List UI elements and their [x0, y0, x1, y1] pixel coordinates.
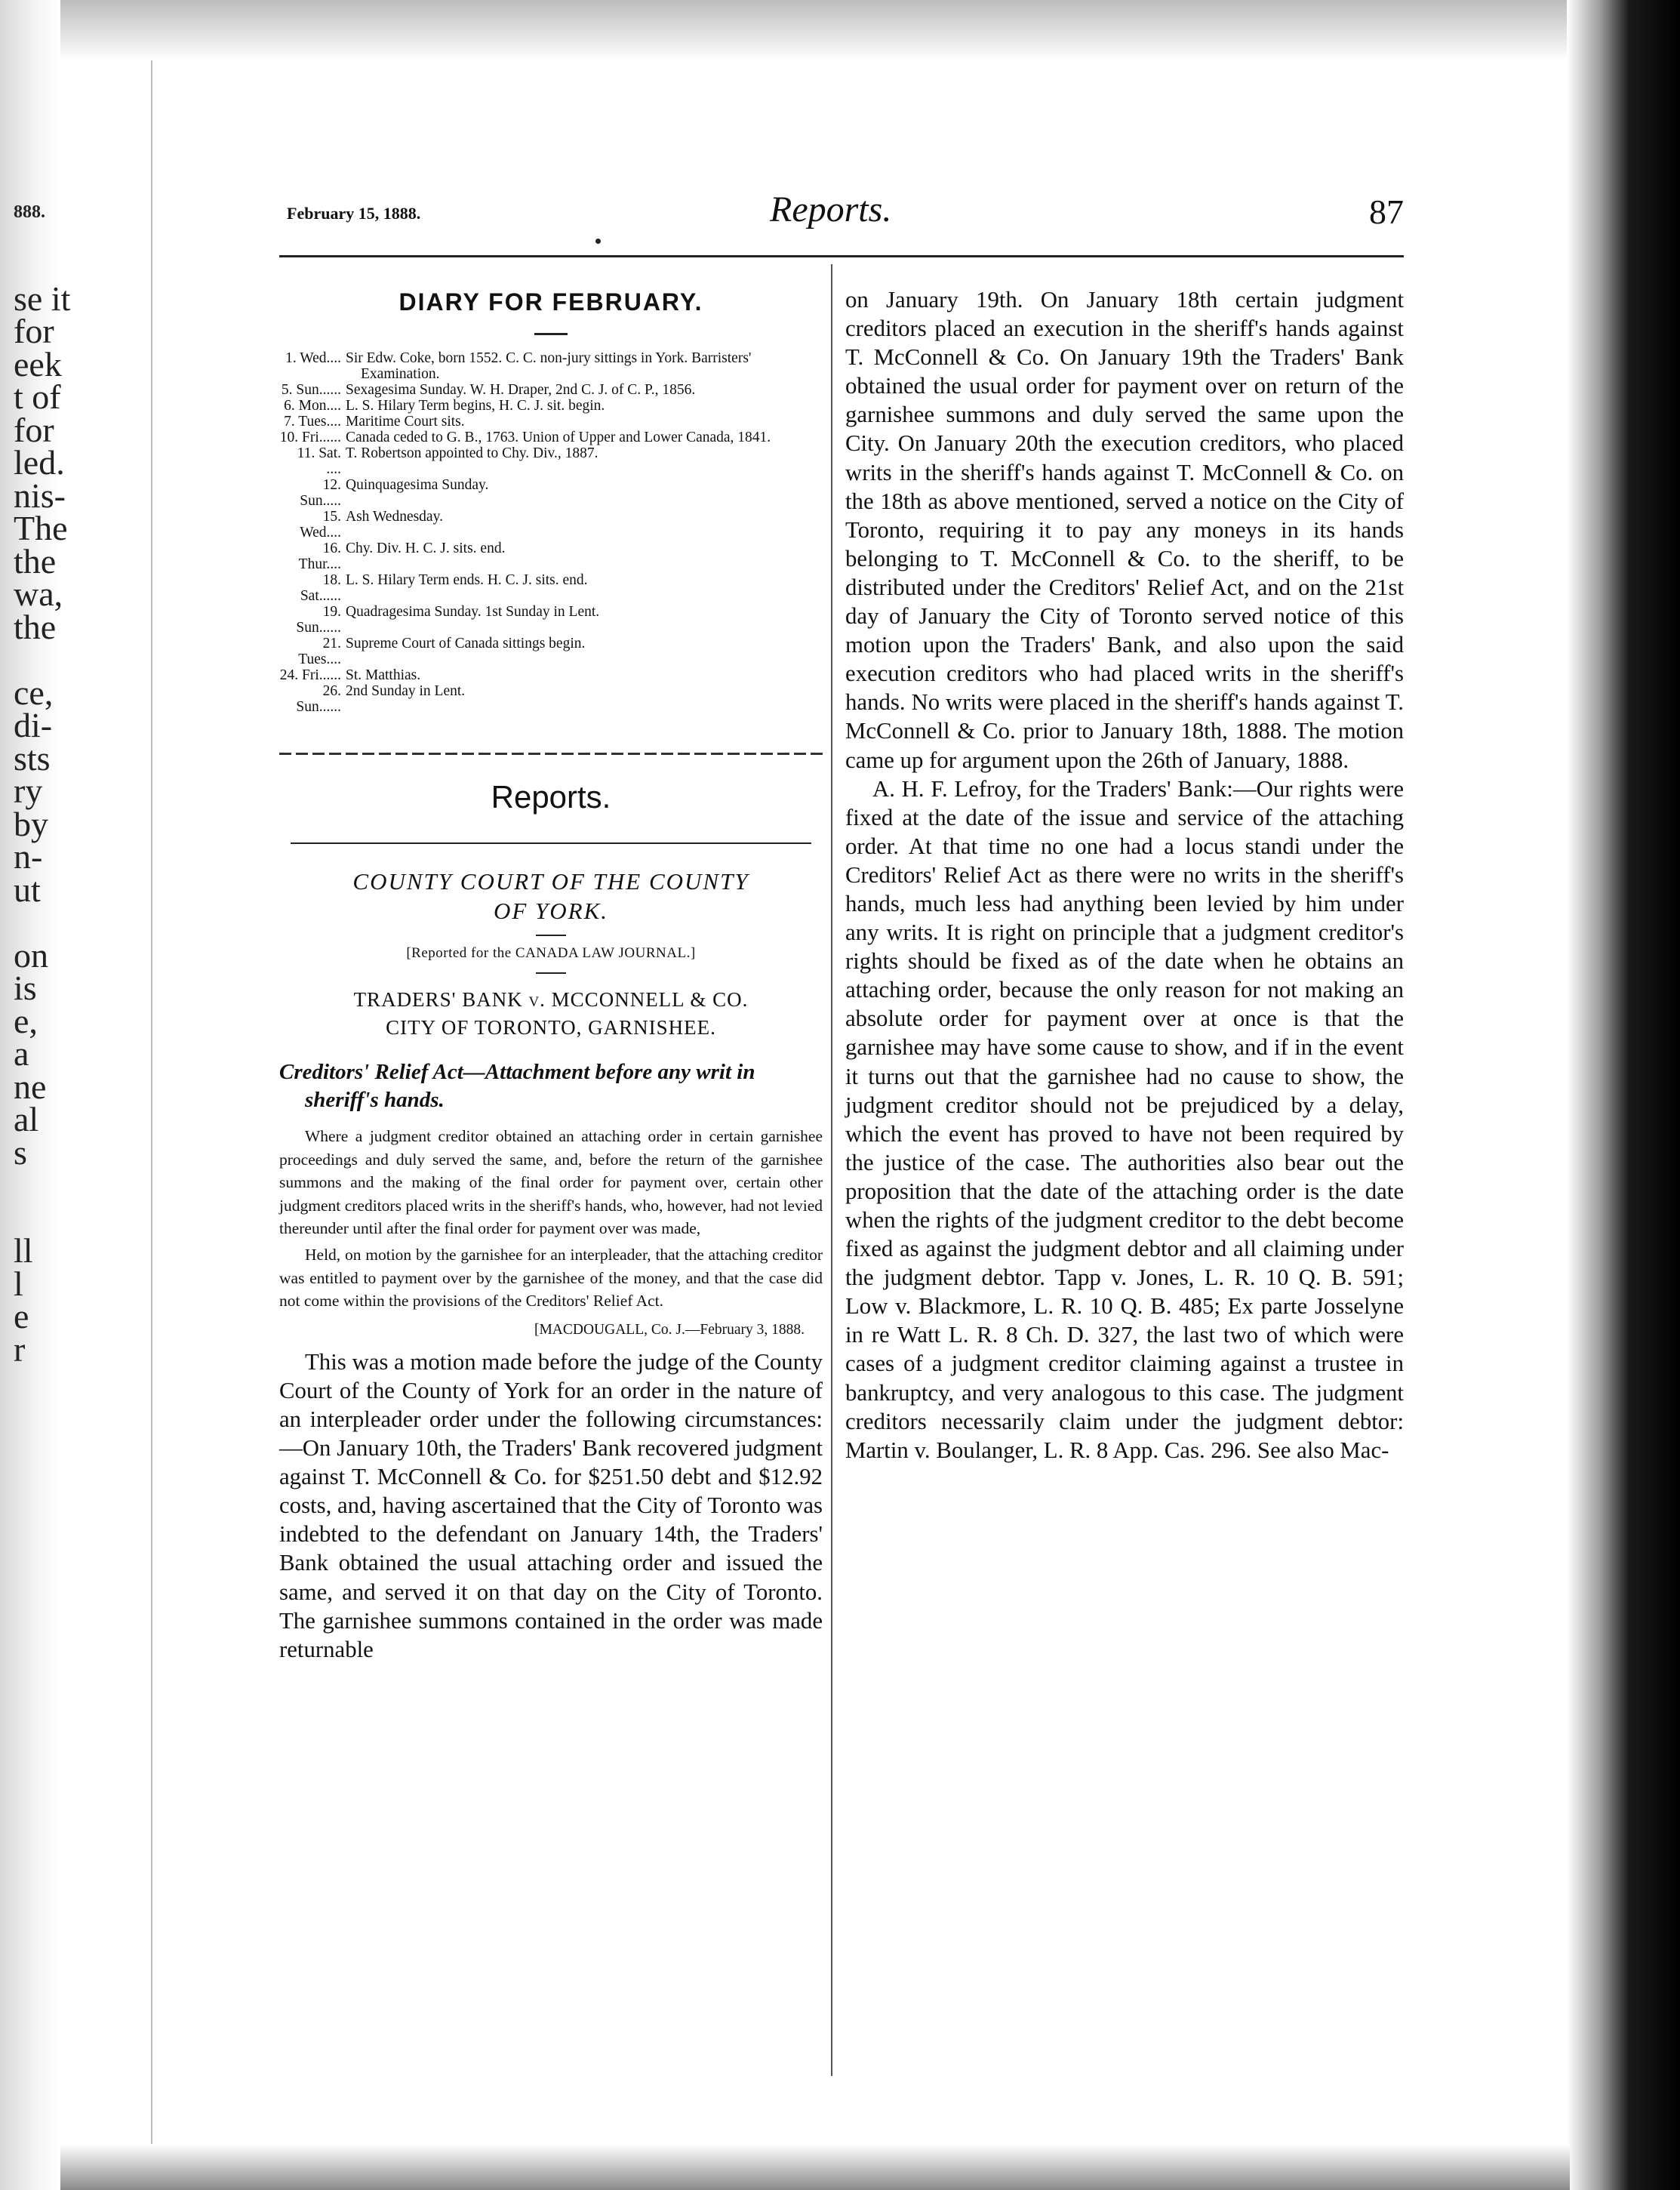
- left-body-text: [279, 1348, 823, 1664]
- diary-entry-text: T. Robertson appointed to Chy. Div., 1887.: [346, 445, 598, 461]
- summary-paragraph-2: Held, on motion by the garnishee for an interpleader, that the attaching creditor was entitled to payment over by the garnishee of the money, and that the case did not come within the provisions of the Creditors' Relief Act.: [279, 1245, 823, 1311]
- previous-page-lines: [14, 279, 82, 1369]
- previous-page-line: [14, 643, 82, 676]
- scan-top-edge: [60, 0, 1570, 60]
- page-fold-line: [151, 60, 152, 2144]
- right-paragraph-1: on January 19th. On January 18th certain judgment creditors placed an execution in the sheriff's hands against T. McConnell & Co. On January 19th the Traders' Bank obtained the usual order for payment over on return of the garnishee summons and duly served the same upon the City. On January 20th the execution creditors, who placed writs in the sheriff's hands against T. McConnell & Co. on the 18th as above mentioned, served a notice on the City of Toronto, requiring it to pay any moneys in its hands belonging to T. McConnell & Co. to the sheriff, to be distributed under the Creditors' Relief Act, and on the 21st day of January the City of Toronto served notice of this motion upon the Traders' Bank, and also upon the said execution creditors who had placed writs in the sheriff's hands. No writs were placed in the sheriff's hands against T. McConnell & Co. prior to January 18th, 1888. The motion came up for argument upon the 26th of January, 1888.: [845, 287, 1404, 773]
- previous-page-line: di-: [14, 706, 53, 744]
- diary-entry-day: 21. Tues....: [298, 636, 341, 667]
- court-rule: [536, 935, 566, 936]
- court-title: [279, 867, 823, 926]
- diary-entry: [279, 350, 823, 382]
- right-paragraph-2: A. H. F. Lefroy, for the Traders' Bank:—Our rights were fixed at the date of the issue and service of the attaching order. At that time no one had a locus standi under the Creditors' Relief Act as there were no writs in the sheriff's hands, much less had anything been levied by him under any writs. It is right on principle that a judgment creditor's rights should be fixed as of the date when he obtains an attaching order, because the only reason for not making an absolute order for payment over at once is that the garnishee may have some cause to show, and if in the event it turns out that the garnishee had no cause to show, the judgment creditor should not be prejudiced by a delay, which the event has proved to have not been required by the justice of the case. The authorities also bear out the proposition that the date of the attaching order is the date when the rights of the judgment creditor to the debt become fixed as against the judgment debtor and all claiming under the judgment debtor. Tapp v. Jones, L. R. 10 Q. B. 591; Low v. Blackmore, L. R. 10 Q. B. 485; Ex parte Josselyne in re Watt L. R. 8 Ch. D. 327, the last two of which were cases of a judgment creditor claiming against a trustee in bankruptcy, and very analogous to this case. The judgment creditors necessarily claim under the judgment debtor: Martin v. Boulanger, L. R. 8 App. Cas. 296. See also Mac-: [845, 775, 1404, 1463]
- court-title-line-2: OF YORK.: [493, 898, 609, 924]
- diary-entry-day: 26. Sun......: [296, 683, 341, 715]
- diary-entry: [279, 604, 823, 636]
- previous-page-line: [14, 906, 82, 939]
- previous-page-line: [14, 1202, 82, 1235]
- case-title-line-2: CITY OF TORONTO, GARNISHEE.: [386, 1016, 716, 1039]
- previous-page-line: e: [14, 1297, 29, 1335]
- header-dot: [595, 239, 601, 244]
- diary-entry-text: Chy. Div. H. C. J. sits. end.: [346, 541, 506, 556]
- diary-entry-text: Sexagesima Sunday. W. H. Draper, 2nd C. J. of C. P., 1856.: [346, 382, 696, 398]
- previous-page-line: t of: [14, 377, 61, 416]
- diary-entry-day: 5. Sun......: [281, 382, 341, 398]
- previous-page-line: The: [14, 509, 68, 547]
- diary-entry-text: Quinquagesima Sunday.: [346, 477, 489, 493]
- previous-page-line: is: [14, 969, 37, 1007]
- diary-entry-text: Sir Edw. Coke, born 1552. C. C. non-jury sittings in York. Barristers' Examination.: [346, 350, 752, 382]
- previous-page-line: sts: [14, 738, 51, 778]
- diary-entry-day: 6. Mon....: [284, 398, 341, 414]
- court-title-line-1: COUNTY COURT OF THE COUNTY: [352, 868, 749, 895]
- previous-page-line: the: [14, 541, 57, 581]
- previous-page-line: led.: [14, 443, 65, 482]
- diary-entry-text: L. S. Hilary Term begins, H. C. J. sit. begin.: [346, 398, 605, 414]
- previous-page-line: n-: [14, 837, 43, 876]
- diary-entry-day: 1. Wed....: [285, 350, 341, 366]
- diary-entry-day: 12. Sun.....: [300, 477, 341, 509]
- page-header: [287, 189, 1404, 242]
- previous-page-label: 888.: [14, 202, 45, 222]
- diary-entry: [279, 445, 823, 477]
- previous-page-line: ry: [14, 772, 43, 810]
- diary-entry-day: 11. Sat. ....: [297, 445, 341, 477]
- diary-entry-text: Canada ceded to G. B., 1763. Union of Upper and Lower Canada, 1841.: [346, 430, 771, 445]
- previous-page-line: se it: [14, 279, 71, 318]
- previous-page-line: [14, 1169, 82, 1202]
- previous-page-line: eek: [14, 344, 62, 383]
- diary-rule: [534, 333, 568, 335]
- previous-page-line: for: [14, 410, 54, 449]
- column-divider: [831, 264, 832, 2076]
- diary-entry-text: Quadragesima Sunday. 1st Sunday in Lent.: [346, 604, 600, 620]
- diary-entry-day: 7. Tues....: [284, 414, 341, 430]
- previous-page-line: ut: [14, 870, 41, 909]
- previous-page-line: the: [14, 607, 57, 646]
- reported-rule: [536, 972, 566, 974]
- diary-entry-text: Supreme Court of Canada sittings begin.: [346, 636, 586, 651]
- header-rule: [279, 255, 1404, 257]
- previous-page-fragment: [14, 196, 82, 1369]
- diary-entry: [279, 572, 823, 604]
- scan-right-edge: [1567, 0, 1680, 2190]
- left-column: [279, 279, 823, 1664]
- previous-page-line: r: [14, 1329, 26, 1369]
- previous-page-line: e,: [14, 1001, 38, 1040]
- previous-page-line: al: [14, 1100, 39, 1138]
- diary-entry-text: Maritime Court sits.: [346, 414, 465, 430]
- body-paragraph-1: This was a motion made before the judge of the County Court of the County of York for an order in the nature of an interpleader order under the following circumstances:—On January 10th, the Traders' Bank recovered judgment against T. McConnell & Co. for $251.50 debt and $12.92 costs, and, having ascertained that the City of Toronto was indebted to the defendant on January 14th, the Traders' Bank obtained the usual attaching order and issued the same, and served it on that day on the City of Toronto. The garnishee summons contained in the order was made returnable: [279, 1348, 823, 1662]
- header-date: February 15, 1888.: [287, 204, 421, 223]
- reports-heading: Reports.: [491, 779, 611, 815]
- diary-list: [279, 350, 823, 715]
- diary-entry: [279, 636, 823, 667]
- judge-line: [MACDOUGALL, Co. J.—February 3, 1888.: [534, 1321, 805, 1338]
- summary-paragraph-1: Where a judgment creditor obtained an attaching order in certain garnishee proceedings and duly served the same, and, before the return of the garnishee summons and the making of the final order for payment over, certain other judgment creditors placed writs in the sheriff's hands, who, however, had not levied thereunder until after the final order for payment over was made,: [279, 1127, 823, 1238]
- diary-entry: [279, 667, 823, 683]
- diary-entry: [279, 509, 823, 541]
- previous-page-line: a: [14, 1034, 29, 1073]
- case-title-line-1: TRADERS' BANK v. MCCONNELL & CO.: [353, 988, 749, 1011]
- diary-entry-day: 18. Sat......: [300, 572, 341, 604]
- header-title: Reports.: [770, 189, 892, 229]
- diary-entry-text: 2nd Sunday in Lent.: [346, 683, 466, 699]
- scan-bottom-edge: [60, 2145, 1570, 2190]
- diary-entry-day: 24. Fri......: [279, 667, 341, 683]
- reports-rule: [291, 842, 811, 844]
- previous-page-line: ce,: [14, 673, 54, 712]
- diary-title: DIARY FOR FEBRUARY.: [398, 288, 703, 316]
- previous-page-line: s: [14, 1132, 27, 1172]
- previous-page-line: ll: [14, 1231, 33, 1270]
- diary-entry: [279, 430, 823, 445]
- diary-entry: [279, 683, 823, 715]
- previous-page-line: ne: [14, 1067, 47, 1106]
- diary-entry-text: L. S. Hilary Term ends. H. C. J. sits. end.: [346, 572, 588, 588]
- previous-page-line: by: [14, 804, 48, 843]
- previous-page-line: l: [14, 1264, 23, 1303]
- diary-entry: [279, 382, 823, 398]
- diary-entry: [279, 541, 823, 572]
- diary-entry: [279, 398, 823, 414]
- diary-entry-day: 15. Wed....: [300, 509, 341, 541]
- previous-page-line: on: [14, 935, 48, 975]
- previous-page-line: wa,: [14, 574, 63, 613]
- diary-entry-text: Ash Wednesday.: [346, 509, 443, 525]
- case-summary: [279, 1125, 823, 1313]
- headnote: Creditors' Relief Act—Attachment before any writ in sheriff's hands.: [279, 1060, 755, 1112]
- case-title: [279, 986, 823, 1042]
- diary-entry: [279, 414, 823, 430]
- diary-entry-text: St. Matthias.: [346, 667, 421, 683]
- page-number: 87: [1369, 193, 1404, 231]
- diary-entry: [279, 477, 823, 509]
- section-divider: [279, 753, 823, 755]
- previous-page-line: nis-: [14, 476, 66, 515]
- right-column: [845, 285, 1404, 1465]
- reported-for-line: [Reported for the CANADA LAW JOURNAL.]: [406, 945, 696, 961]
- diary-entry-day: 16. Thur....: [298, 541, 341, 572]
- diary-entry-day: 10. Fri......: [279, 430, 341, 445]
- previous-page-line: for: [14, 312, 54, 350]
- diary-entry-day: 19. Sun......: [296, 604, 341, 636]
